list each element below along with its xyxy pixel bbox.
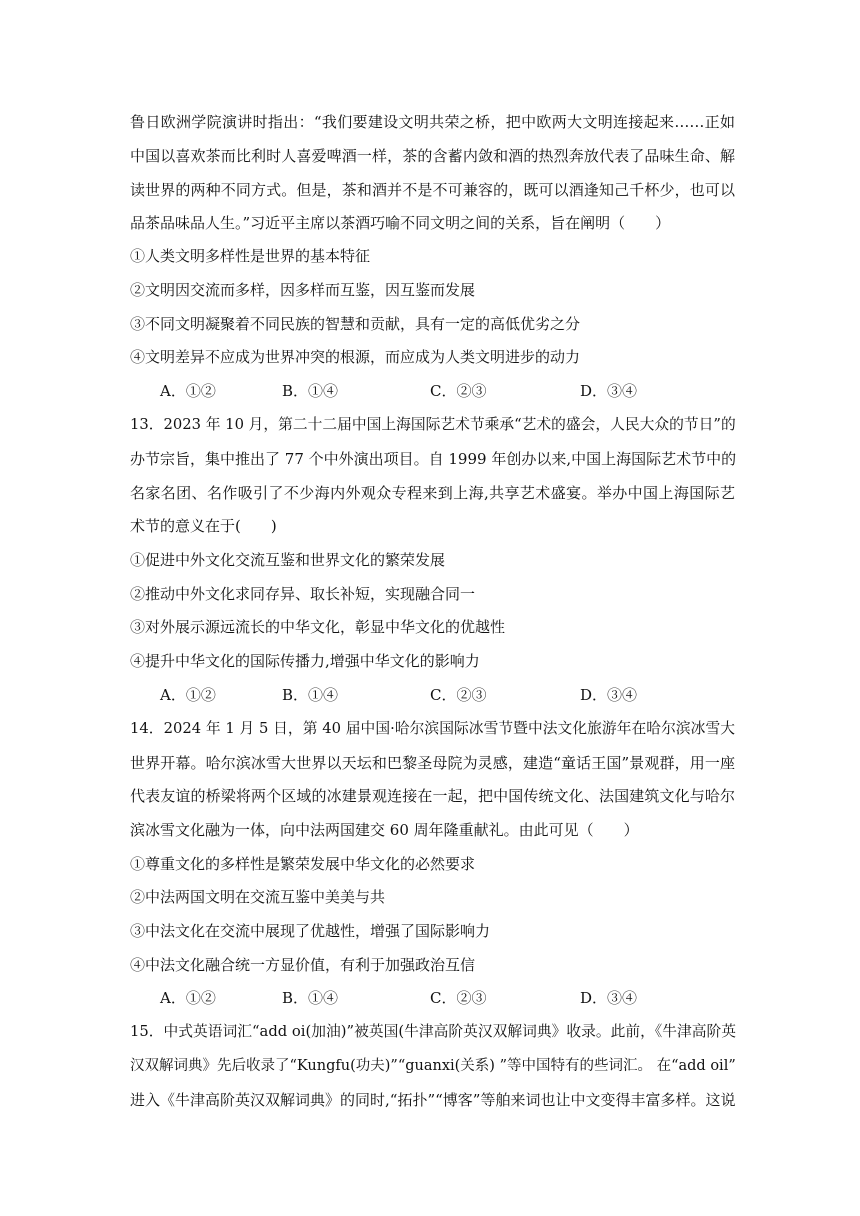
- q12-option: ②文明因交流而多样，因多样而互鉴，因互鉴而发展: [130, 281, 476, 299]
- choice-d: D．③④: [580, 382, 638, 400]
- choice-b: B．①④: [282, 686, 339, 704]
- q14-option: ②中法两国文明在交流互鉴中美美与共: [130, 888, 386, 906]
- q14-option: ④中法文化融合统一方显价值，有利于加强政治互信: [130, 956, 476, 974]
- q14-answer-choices: [160, 988, 760, 1008]
- q12-option: ③不同文明凝聚着不同民族的智慧和贡献，具有一定的高低优劣之分: [130, 315, 581, 333]
- q13-option: ③对外展示源远流长的中华文化，彰显中华文化的优越性: [130, 618, 506, 636]
- choice-c: C．②③: [430, 686, 487, 704]
- choice-b: B．①④: [282, 989, 339, 1007]
- choice-a: A．①②: [160, 989, 216, 1007]
- q13-option: ①促进中外文化交流互鉴和世界文化的繁荣发展: [130, 551, 446, 569]
- choice-a: A．①②: [160, 686, 216, 704]
- q14-text-line: 14．2024 年 1 月 5 日，第 40 届中国·哈尔滨国际冰雪节暨中法文化旅游年在哈尔滨冰雪大: [130, 720, 735, 737]
- q12-text-line: 读世界的两种不同方式。但是，茶和酒并不是不可兼容的，既可以酒逢知己千杯少，也可以: [130, 181, 735, 199]
- q13-text-line: 办节宗旨，集中推出了 77 个中外演出项目。自 1999 年创办以来,中国上海国际艺术节中的: [130, 450, 737, 468]
- q12-text-line: 鲁日欧洲学院演讲时指出：“我们要建设文明共荣之桥，把中欧两大文明连接起来……正如: [130, 113, 735, 131]
- choice-d: D．③④: [580, 989, 638, 1007]
- q12-text-line: 品茶品味品人生。”习近平主席以茶酒巧喻不同文明之间的关系，旨在阐明（ ）: [130, 214, 671, 232]
- q12-option: ④文明差异不应成为世界冲突的根源，而应成为人类文明进步的动力: [130, 348, 581, 366]
- q15-text-line: 15．中式英语词汇“add oi(加油)”被英国(牛津高阶英汉双解词典》收录。此前，《牛津高阶英: [130, 1023, 736, 1040]
- q13-answer-choices: [160, 685, 760, 705]
- q14-option: ③中法文化在交流中展现了优越性，增强了国际影响力: [130, 922, 491, 940]
- q13-option: ④提升中华文化的国际传播力,增强中华文化的影响力: [130, 652, 480, 670]
- q13-option: ②推动中外文化求同存异、取长补短，实现融合同一: [130, 585, 476, 603]
- q14-text-line: 代表友谊的桥梁将两个区域的冰建景观连接在一起，把中国传统文化、法国建筑文化与哈尔: [130, 787, 735, 805]
- q13-text-line: 术节的意义在于( ): [130, 517, 277, 535]
- q15-text-line: 进入《牛津高阶英汉双解词典》的同时,“拓扑”“博客”等舶来词也让中文变得丰富多样。这说: [130, 1091, 736, 1109]
- q15-text-line: 汉双解词典》先后收录了“Kungfu(功夫)”“guanxi(关系) ”等中国特有的些词汇。 在“add oil”: [130, 1058, 736, 1074]
- q14-option: ①尊重文化的多样性是繁荣发展中华文化的必然要求: [130, 855, 476, 873]
- choice-c: C．②③: [430, 989, 487, 1007]
- choice-d: D．③④: [580, 686, 638, 704]
- q13-text-line: 13．2023 年 10 月，第二十二届中国上海国际艺术节乘承“艺术的盛会，人民大众的节日”的: [130, 416, 736, 433]
- choice-c: C．②③: [430, 382, 487, 400]
- q13-text-line: 名家名团、名作吸引了不少海内外观众专程来到上海,共享艺术盛宴。举办中国上海国际艺: [130, 484, 735, 502]
- q12-option: ①人类文明多样性是世界的基本特征: [130, 247, 371, 265]
- choice-b: B．①④: [282, 382, 339, 400]
- q14-text-line: 滨冰雪文化融为一体，向中法两国建交 60 周年隆重献礼。由此可见（ ）: [130, 821, 639, 839]
- q12-answer-choices: [160, 381, 760, 401]
- q12-text-line: 中国以喜欢茶而比利时人喜爱啤酒一样，茶的含蓄内敛和酒的热烈奔放代表了品味生命、解: [130, 147, 735, 165]
- choice-a: A．①②: [160, 382, 216, 400]
- q14-text-line: 世界开幕。哈尔滨冰雪大世界以天坛和巴黎圣母院为灵感，建造“童话王国”景观群，用一座: [130, 754, 735, 772]
